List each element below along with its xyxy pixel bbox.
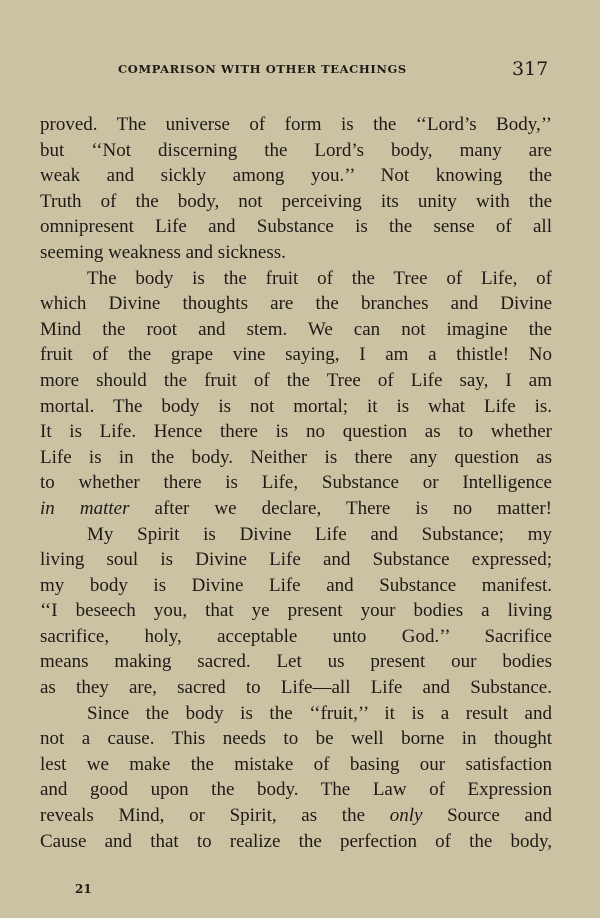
body-text: [40, 112, 552, 854]
text-segment: seeming weakness and sickness.: [40, 241, 286, 263]
text-segment: to whether there is Life, Substance or Intelligence: [40, 472, 552, 494]
text-line: [40, 573, 552, 599]
text-segment: more should the fruit of the Tree of Life say, I am: [40, 369, 552, 391]
text-segment: weak and sickly among you.’’ Not knowing the: [40, 165, 552, 187]
text-line: [40, 342, 552, 368]
page-number: 317: [512, 58, 549, 80]
text-line: [40, 266, 552, 292]
text-segment: Life is in the body. Neither is there any question as: [40, 446, 552, 468]
text-line: [40, 624, 552, 650]
text-segment: Source and: [422, 805, 552, 827]
text-segment: My Spirit is Divine Life and Substance; my: [87, 523, 552, 545]
text-segment: It is Life. Hence there is no question as to whether: [40, 421, 552, 443]
text-line: [40, 445, 552, 471]
text-line: [40, 701, 552, 727]
text-line: [40, 419, 552, 445]
text-line: [40, 291, 552, 317]
running-head-title: COMPARISON WITH OTHER TEACHINGS: [118, 62, 407, 76]
text-line: [40, 777, 552, 803]
text-line: [40, 726, 552, 752]
text-segment: mortal. The body is not mortal; it is what Life is.: [40, 395, 552, 417]
text-segment: which Divine thoughts are the branches and Divine: [40, 293, 552, 315]
text-line: [40, 829, 552, 855]
text-segment: means making sacred. Let us present our bodies: [40, 651, 552, 673]
text-segment: Truth of the body, not perceiving its unity with the: [40, 190, 552, 212]
text-line: [40, 675, 552, 701]
text-line: [40, 368, 552, 394]
signature-mark: 21: [75, 882, 92, 896]
text-line: [40, 496, 552, 522]
text-segment: after we declare, There is no matter!: [129, 497, 553, 519]
text-segment: Since the body is the ‘‘fruit,’’ it is a result and: [87, 702, 552, 724]
text-segment: The body is the fruit of the Tree of Life, of: [87, 267, 552, 289]
text-segment: omnipresent Life and Substance is the sense of all: [40, 216, 552, 238]
text-segment: Cause and that to realize the perfection of the body,: [40, 830, 552, 852]
text-line: [40, 214, 552, 240]
text-segment: my body is Divine Life and Substance manifest.: [40, 574, 552, 596]
text-line: [40, 522, 552, 548]
text-line: [40, 752, 552, 778]
text-line: [40, 138, 552, 164]
text-segment: living soul is Divine Life and Substance expressed;: [40, 549, 552, 571]
text-line: [40, 112, 552, 138]
italic-text: only: [389, 805, 423, 827]
text-segment: not a cause. This needs to be well borne in thought: [40, 728, 552, 750]
text-segment: and good upon the body. The Law of Expression: [40, 779, 552, 801]
text-line: [40, 394, 552, 420]
text-segment: fruit of the grape vine saying, I am a thistle! No: [40, 344, 552, 366]
text-line: [40, 547, 552, 573]
text-segment: proved. The universe of form is the ‘‘Lord’s Body,’’: [40, 114, 552, 135]
text-segment: ‘‘I beseech you, that ye present your bodies a living: [40, 600, 552, 622]
text-segment: lest we make the mistake of basing our satisfaction: [40, 753, 552, 775]
text-line: [40, 803, 552, 829]
text-segment: Mind the root and stem. We can not imagine the: [40, 318, 552, 340]
text-segment: as they are, sacred to Life—all Life and Substance.: [40, 677, 552, 699]
text-segment: reveals Mind, or Spirit, as the: [40, 805, 390, 827]
text-segment: sacrifice, holy, acceptable unto God.’’ Sacrifice: [40, 625, 552, 647]
text-line: [40, 189, 552, 215]
italic-text: in matter: [40, 497, 130, 519]
text-line: [40, 649, 552, 675]
text-line: [40, 317, 552, 343]
text-line: [40, 163, 552, 189]
text-segment: but ‘‘Not discerning the Lord’s body, many are: [40, 139, 552, 161]
text-line: [40, 598, 552, 624]
text-line: [40, 240, 552, 266]
text-line: [40, 470, 552, 496]
